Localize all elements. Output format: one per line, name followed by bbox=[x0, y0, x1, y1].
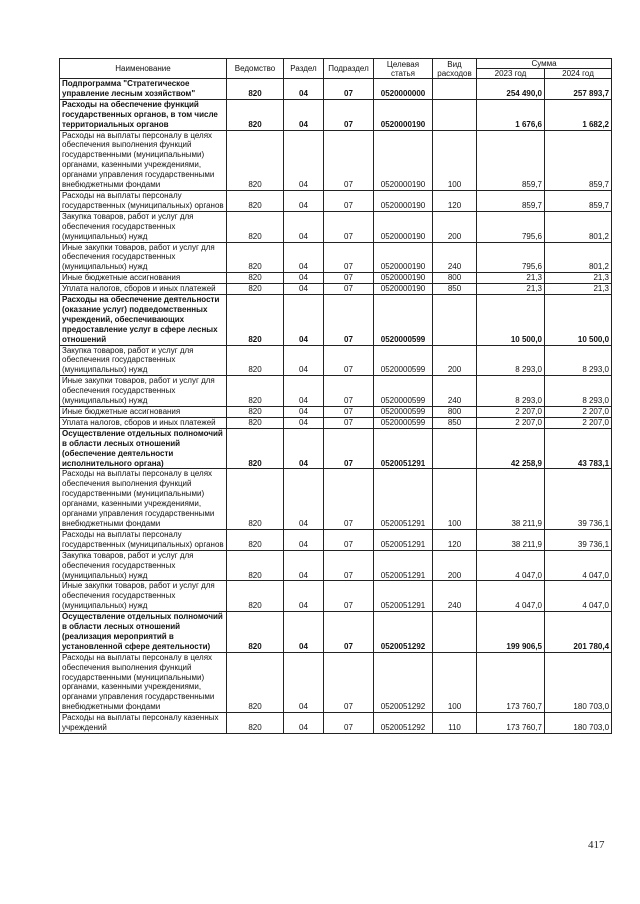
row-name: Расходы на выплаты персоналу казенных учреждений bbox=[60, 713, 227, 734]
row-sum-2024: 2 207,0 bbox=[545, 407, 612, 418]
row-section: 04 bbox=[284, 713, 324, 734]
budget-table bbox=[59, 58, 612, 734]
row-subsection: 07 bbox=[324, 417, 374, 428]
row-sum-2023: 859,7 bbox=[477, 130, 545, 190]
row-sum-2023: 4 047,0 bbox=[477, 581, 545, 612]
row-subsection: 07 bbox=[324, 428, 374, 469]
row-section: 04 bbox=[284, 284, 324, 295]
row-department: 820 bbox=[227, 295, 284, 346]
row-target: 0520000599 bbox=[374, 376, 433, 407]
row-sum-2023: 2 207,0 bbox=[477, 417, 545, 428]
row-department: 820 bbox=[227, 284, 284, 295]
row-target: 0520000000 bbox=[374, 79, 433, 100]
row-department: 820 bbox=[227, 99, 284, 130]
header-subsection: Подраздел bbox=[324, 59, 374, 79]
row-expense-type bbox=[433, 295, 477, 346]
row-subsection: 07 bbox=[324, 211, 374, 242]
row-section: 04 bbox=[284, 612, 324, 653]
row-department: 820 bbox=[227, 79, 284, 100]
row-target: 0520051291 bbox=[374, 529, 433, 550]
row-target: 0520051291 bbox=[374, 428, 433, 469]
row-expense-type: 110 bbox=[433, 713, 477, 734]
row-expense-type: 120 bbox=[433, 529, 477, 550]
row-name: Закупка товаров, работ и услуг для обеспечения государственных (муниципальных) нужд bbox=[60, 550, 227, 581]
row-department: 820 bbox=[227, 190, 284, 211]
table-row bbox=[60, 130, 612, 190]
row-name: Закупка товаров, работ и услуг для обеспечения государственных (муниципальных) нужд bbox=[60, 345, 227, 376]
row-sum-2023: 1 676,6 bbox=[477, 99, 545, 130]
row-department: 820 bbox=[227, 407, 284, 418]
row-section: 04 bbox=[284, 130, 324, 190]
row-department: 820 bbox=[227, 652, 284, 712]
row-sum-2024: 4 047,0 bbox=[545, 581, 612, 612]
row-name: Иные закупки товаров, работ и услуг для обеспечения государственных (муниципальных) нужд bbox=[60, 242, 227, 273]
row-subsection: 07 bbox=[324, 550, 374, 581]
row-department: 820 bbox=[227, 211, 284, 242]
row-target: 0520000190 bbox=[374, 284, 433, 295]
row-target: 0520000190 bbox=[374, 130, 433, 190]
row-department: 820 bbox=[227, 428, 284, 469]
row-department: 820 bbox=[227, 581, 284, 612]
table-row bbox=[60, 273, 612, 284]
header-expense-type: Вид расходов bbox=[433, 59, 477, 79]
row-target: 0520051292 bbox=[374, 713, 433, 734]
row-department: 820 bbox=[227, 242, 284, 273]
row-sum-2024: 1 682,2 bbox=[545, 99, 612, 130]
row-sum-2024: 257 893,7 bbox=[545, 79, 612, 100]
row-expense-type: 100 bbox=[433, 652, 477, 712]
row-sum-2024: 39 736,1 bbox=[545, 469, 612, 529]
row-section: 04 bbox=[284, 211, 324, 242]
row-target: 0520051292 bbox=[374, 652, 433, 712]
row-subsection: 07 bbox=[324, 612, 374, 653]
row-sum-2023: 795,6 bbox=[477, 211, 545, 242]
row-name: Расходы на выплаты персоналу в целях обеспечения выполнения функций государственными (муниципальными) органами, казенными учреждениями, органами управления государственными внебюджетными фондами bbox=[60, 652, 227, 712]
row-department: 820 bbox=[227, 550, 284, 581]
row-name: Иные закупки товаров, работ и услуг для обеспечения государственных (муниципальных) нужд bbox=[60, 376, 227, 407]
row-subsection: 07 bbox=[324, 99, 374, 130]
row-expense-type bbox=[433, 612, 477, 653]
row-department: 820 bbox=[227, 273, 284, 284]
row-subsection: 07 bbox=[324, 130, 374, 190]
row-sum-2024: 8 293,0 bbox=[545, 376, 612, 407]
row-target: 0520000599 bbox=[374, 407, 433, 418]
row-sum-2024: 4 047,0 bbox=[545, 550, 612, 581]
header-year-2023: 2023 год bbox=[477, 69, 545, 79]
row-name: Расходы на выплаты персоналу в целях обеспечения выполнения функций государственными (муниципальными) органами, казенными учреждениями, органами управления государственными внебюджетными фондами bbox=[60, 469, 227, 529]
row-sum-2023: 10 500,0 bbox=[477, 295, 545, 346]
row-name: Иные закупки товаров, работ и услуг для обеспечения государственных (муниципальных) нужд bbox=[60, 581, 227, 612]
row-expense-type: 120 bbox=[433, 190, 477, 211]
row-department: 820 bbox=[227, 345, 284, 376]
row-target: 0520000599 bbox=[374, 417, 433, 428]
row-subsection: 07 bbox=[324, 242, 374, 273]
row-name: Расходы на обеспечение деятельности (оказание услуг) подведомственных учреждений, обеспечивающих предоставление услуг в сфере лесных отношений bbox=[60, 295, 227, 346]
table-row bbox=[60, 284, 612, 295]
table-row bbox=[60, 428, 612, 469]
table-row bbox=[60, 376, 612, 407]
row-subsection: 07 bbox=[324, 713, 374, 734]
row-subsection: 07 bbox=[324, 581, 374, 612]
row-section: 04 bbox=[284, 376, 324, 407]
row-subsection: 07 bbox=[324, 345, 374, 376]
row-sum-2024: 21,3 bbox=[545, 273, 612, 284]
table-row bbox=[60, 79, 612, 100]
row-sum-2023: 4 047,0 bbox=[477, 550, 545, 581]
row-sum-2024: 801,2 bbox=[545, 211, 612, 242]
table-row bbox=[60, 407, 612, 418]
row-sum-2023: 254 490,0 bbox=[477, 79, 545, 100]
row-name: Расходы на обеспечение функций государственных органов, в том числе территориальных органов bbox=[60, 99, 227, 130]
row-subsection: 07 bbox=[324, 284, 374, 295]
row-expense-type: 200 bbox=[433, 345, 477, 376]
row-name: Закупка товаров, работ и услуг для обеспечения государственных (муниципальных) нужд bbox=[60, 211, 227, 242]
table-row bbox=[60, 581, 612, 612]
row-section: 04 bbox=[284, 295, 324, 346]
row-sum-2024: 21,3 bbox=[545, 284, 612, 295]
row-section: 04 bbox=[284, 407, 324, 418]
row-expense-type: 850 bbox=[433, 284, 477, 295]
row-name: Уплата налогов, сборов и иных платежей bbox=[60, 417, 227, 428]
row-subsection: 07 bbox=[324, 190, 374, 211]
header-sum: Сумма bbox=[477, 59, 612, 69]
row-sum-2024: 180 703,0 bbox=[545, 713, 612, 734]
table-body bbox=[60, 79, 612, 734]
row-expense-type: 800 bbox=[433, 273, 477, 284]
row-sum-2023: 21,3 bbox=[477, 273, 545, 284]
row-department: 820 bbox=[227, 713, 284, 734]
table-row bbox=[60, 190, 612, 211]
header-name: Наименование bbox=[60, 59, 227, 79]
row-department: 820 bbox=[227, 612, 284, 653]
table-row bbox=[60, 713, 612, 734]
row-expense-type: 200 bbox=[433, 550, 477, 581]
row-sum-2024: 10 500,0 bbox=[545, 295, 612, 346]
row-section: 04 bbox=[284, 273, 324, 284]
row-subsection: 07 bbox=[324, 295, 374, 346]
row-department: 820 bbox=[227, 469, 284, 529]
header-section: Раздел bbox=[284, 59, 324, 79]
row-target: 0520000190 bbox=[374, 273, 433, 284]
row-target: 0520051291 bbox=[374, 469, 433, 529]
row-section: 04 bbox=[284, 345, 324, 376]
row-sum-2023: 859,7 bbox=[477, 190, 545, 211]
row-sum-2023: 173 760,7 bbox=[477, 713, 545, 734]
row-target: 0520000190 bbox=[374, 211, 433, 242]
row-section: 04 bbox=[284, 428, 324, 469]
header-target: Целевая статья bbox=[374, 59, 433, 79]
table-row bbox=[60, 99, 612, 130]
row-sum-2023: 38 211,9 bbox=[477, 529, 545, 550]
row-sum-2023: 42 258,9 bbox=[477, 428, 545, 469]
row-section: 04 bbox=[284, 469, 324, 529]
row-name: Иные бюджетные ассигнования bbox=[60, 273, 227, 284]
row-sum-2024: 39 736,1 bbox=[545, 529, 612, 550]
row-section: 04 bbox=[284, 550, 324, 581]
budget-sheet bbox=[59, 58, 611, 734]
row-department: 820 bbox=[227, 130, 284, 190]
row-section: 04 bbox=[284, 242, 324, 273]
row-name: Расходы на выплаты персоналу государственных (муниципальных) органов bbox=[60, 190, 227, 211]
row-name: Уплата налогов, сборов и иных платежей bbox=[60, 284, 227, 295]
row-subsection: 07 bbox=[324, 652, 374, 712]
row-section: 04 bbox=[284, 79, 324, 100]
row-target: 0520000190 bbox=[374, 242, 433, 273]
row-sum-2024: 859,7 bbox=[545, 190, 612, 211]
row-department: 820 bbox=[227, 529, 284, 550]
row-expense-type bbox=[433, 428, 477, 469]
table-row bbox=[60, 211, 612, 242]
row-expense-type: 240 bbox=[433, 242, 477, 273]
row-expense-type bbox=[433, 79, 477, 100]
row-expense-type: 850 bbox=[433, 417, 477, 428]
row-section: 04 bbox=[284, 99, 324, 130]
row-name: Иные бюджетные ассигнования bbox=[60, 407, 227, 418]
table-row bbox=[60, 612, 612, 653]
row-sum-2023: 21,3 bbox=[477, 284, 545, 295]
row-section: 04 bbox=[284, 652, 324, 712]
table-row bbox=[60, 652, 612, 712]
row-target: 0520000599 bbox=[374, 295, 433, 346]
row-sum-2023: 795,6 bbox=[477, 242, 545, 273]
table-row bbox=[60, 242, 612, 273]
header-department: Ведомство bbox=[227, 59, 284, 79]
row-name: Расходы на выплаты персоналу в целях обеспечения выполнения функций государственными (муниципальными) органами, казенными учреждениями, органами управления государственными внебюджетными фондами bbox=[60, 130, 227, 190]
row-subsection: 07 bbox=[324, 529, 374, 550]
table-row bbox=[60, 529, 612, 550]
row-subsection: 07 bbox=[324, 273, 374, 284]
row-sum-2023: 173 760,7 bbox=[477, 652, 545, 712]
row-expense-type: 100 bbox=[433, 130, 477, 190]
row-expense-type: 200 bbox=[433, 211, 477, 242]
row-sum-2023: 8 293,0 bbox=[477, 376, 545, 407]
row-target: 0520051291 bbox=[374, 581, 433, 612]
row-target: 0520000599 bbox=[374, 345, 433, 376]
row-sum-2024: 8 293,0 bbox=[545, 345, 612, 376]
row-sum-2024: 859,7 bbox=[545, 130, 612, 190]
row-department: 820 bbox=[227, 417, 284, 428]
table-row bbox=[60, 550, 612, 581]
row-sum-2024: 2 207,0 bbox=[545, 417, 612, 428]
row-target: 0520000190 bbox=[374, 190, 433, 211]
row-sum-2024: 201 780,4 bbox=[545, 612, 612, 653]
row-sum-2023: 8 293,0 bbox=[477, 345, 545, 376]
row-target: 0520051292 bbox=[374, 612, 433, 653]
table-row bbox=[60, 469, 612, 529]
row-name: Осуществление отдельных полномочий в области лесных отношений (реализация мероприятий в установленной сфере деятельности) bbox=[60, 612, 227, 653]
row-subsection: 07 bbox=[324, 469, 374, 529]
row-subsection: 07 bbox=[324, 79, 374, 100]
row-name: Подпрограмма "Стратегическое управление лесным хозяйством" bbox=[60, 79, 227, 100]
row-target: 0520051291 bbox=[374, 550, 433, 581]
row-subsection: 07 bbox=[324, 376, 374, 407]
row-section: 04 bbox=[284, 581, 324, 612]
page-number: 417 bbox=[588, 839, 605, 851]
row-sum-2024: 43 783,1 bbox=[545, 428, 612, 469]
table-row bbox=[60, 345, 612, 376]
row-sum-2023: 2 207,0 bbox=[477, 407, 545, 418]
table-row bbox=[60, 417, 612, 428]
row-sum-2023: 38 211,9 bbox=[477, 469, 545, 529]
row-section: 04 bbox=[284, 529, 324, 550]
row-expense-type: 100 bbox=[433, 469, 477, 529]
row-sum-2024: 801,2 bbox=[545, 242, 612, 273]
table-row bbox=[60, 295, 612, 346]
row-expense-type: 240 bbox=[433, 376, 477, 407]
header-year-2024: 2024 год bbox=[545, 69, 612, 79]
row-sum-2023: 199 906,5 bbox=[477, 612, 545, 653]
row-sum-2024: 180 703,0 bbox=[545, 652, 612, 712]
row-name: Расходы на выплаты персоналу государственных (муниципальных) органов bbox=[60, 529, 227, 550]
row-name: Осуществление отдельных полномочий в области лесных отношений (обеспечение деятельности исполнительного органа) bbox=[60, 428, 227, 469]
row-subsection: 07 bbox=[324, 407, 374, 418]
row-section: 04 bbox=[284, 190, 324, 211]
row-target: 0520000190 bbox=[374, 99, 433, 130]
row-expense-type bbox=[433, 99, 477, 130]
row-department: 820 bbox=[227, 376, 284, 407]
row-expense-type: 240 bbox=[433, 581, 477, 612]
row-section: 04 bbox=[284, 417, 324, 428]
row-expense-type: 800 bbox=[433, 407, 477, 418]
